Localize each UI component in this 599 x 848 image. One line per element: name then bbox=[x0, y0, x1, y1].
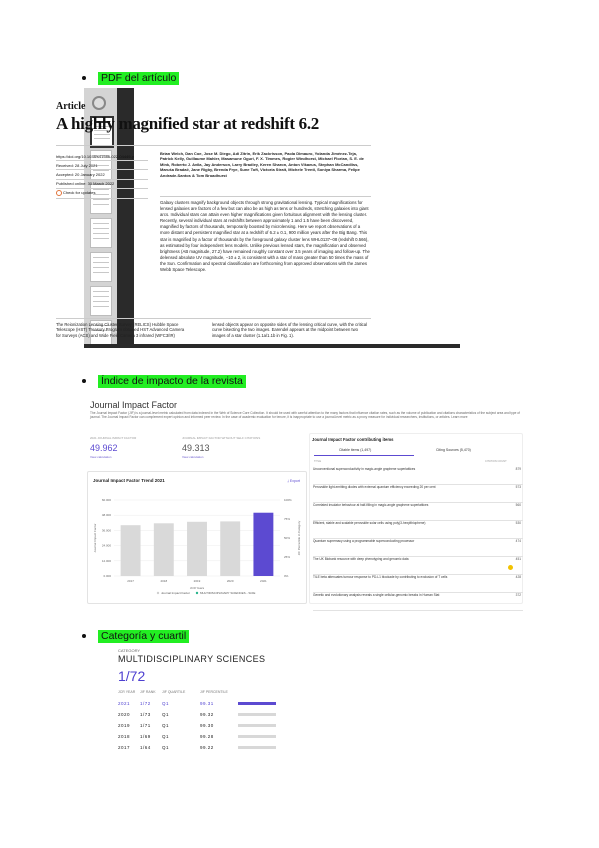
article-body-right: lensed objects appear on opposite sides of the lensing critical curve, with the critical curve bisecting the two images. Earendel appears at the midpoint between two images of a star cluster (1.1a/1.1b in Fig. 1). bbox=[212, 322, 368, 338]
row-rank: 1/72 bbox=[140, 701, 151, 706]
bullet-icon bbox=[82, 634, 86, 638]
y-tick-label: 36.000 bbox=[101, 528, 111, 533]
tab-citable-items[interactable]: Citable items (1,497) bbox=[339, 448, 372, 452]
heading-pdf-label: PDF del artículo bbox=[98, 72, 179, 85]
category-rank: 1/72 bbox=[118, 668, 146, 684]
metric2-link[interactable]: View calculation bbox=[182, 455, 204, 459]
item-title[interactable]: Quantum supremacy using a programmable superconducting processor bbox=[313, 539, 415, 543]
trend-title: Journal Impact Factor Trend 2021 bbox=[93, 478, 165, 483]
y2-tick-label: 100% bbox=[284, 498, 292, 502]
jif-description: The Journal Impact Factor (JIF) is a journal-level metric calculated from data indexed in the Web of Science Core Collection. It should be used with careful attention to the many factors that influence citation rates, such as the volume of publication and citations characteristics of the subject area and type of journal. The Journal Impact Factor can complement expert opinion and informed peer review. In the case of academic evaluation for tenure, it is inappropriate to use a journal-level metric as a proxy measure for individual researchers, institutions, or articles. Learn more bbox=[90, 411, 520, 420]
row-percentile: 99.32 bbox=[200, 712, 214, 717]
row-year: 2021 bbox=[118, 701, 131, 706]
bar bbox=[121, 525, 141, 576]
article-received: Received: 28 July 2021 bbox=[56, 161, 148, 170]
article-title: A highly magnified star at redshift 6.2 bbox=[56, 114, 319, 133]
heading-category-label: Categoría y cuartil bbox=[98, 630, 189, 643]
item-title[interactable]: Unconventional superconductivity in magic-angle graphene superlattices bbox=[313, 467, 416, 471]
y-tick-label: 0.000 bbox=[103, 574, 111, 578]
tab-active-indicator bbox=[314, 455, 414, 456]
percentile-bar-fill bbox=[238, 713, 276, 716]
article-body-left: The Reionization Lensing Cluster Survey (RELICS) Hubble Space Telescope (HST) Treasury Program obtained HST Advanced Camera for Surveys (ACS) and Wide Field Camera 3 infrared (WFC3/IR) bbox=[56, 322, 185, 338]
thumbnail-page-6[interactable] bbox=[90, 286, 112, 316]
x-tick-label: 2020 bbox=[226, 579, 234, 583]
category-caption: CATEGORY bbox=[118, 648, 141, 653]
percentile-bar-fill bbox=[238, 735, 276, 738]
article-meta bbox=[56, 152, 148, 199]
item-citation-count: 372 bbox=[515, 593, 521, 597]
divider bbox=[160, 196, 371, 197]
thumbnail-page-5[interactable] bbox=[90, 252, 112, 282]
item-title[interactable]: Perovskite light-emitting diodes with external quantum efficiency exceeding 20 per cent bbox=[313, 485, 436, 489]
check-updates-label: Check for updates bbox=[63, 190, 96, 196]
row-quartile: Q1 bbox=[162, 701, 170, 706]
bullet-icon bbox=[82, 379, 86, 383]
row-rank: 1/73 bbox=[140, 712, 151, 717]
y2-tick-label: 25% bbox=[284, 555, 291, 559]
col-count: CITATION COUNT bbox=[485, 460, 507, 463]
check-updates-button[interactable] bbox=[56, 189, 148, 199]
row-year: 2018 bbox=[118, 734, 131, 739]
item-citation-count: 530 bbox=[515, 521, 521, 525]
legend-swatch bbox=[157, 592, 159, 594]
legend-label: MULTIDISCIPLINARY SCIENCES - SCIE bbox=[200, 591, 256, 595]
item-citation-count: 428 bbox=[515, 575, 521, 579]
x-axis-title: JCR Years bbox=[189, 586, 205, 590]
export-label: Export bbox=[289, 479, 300, 483]
row-quartile: Q1 bbox=[162, 712, 170, 717]
download-icon: ⤓ bbox=[287, 479, 290, 483]
row-year: 2019 bbox=[118, 723, 131, 728]
info-badge-icon[interactable] bbox=[508, 565, 513, 570]
item-title[interactable]: Correlated insulator behaviour at half-filling in magic-angle graphene superlattices bbox=[313, 503, 429, 507]
heading-pdf bbox=[82, 71, 179, 85]
thumbnail-page-4[interactable] bbox=[90, 218, 112, 248]
item-citation-count: 573 bbox=[515, 485, 521, 489]
item-title[interactable]: Genetic and evolutionary analysis reveals a single cellular-genomic breaks in Human Stat bbox=[313, 593, 440, 597]
row-quartile: Q1 bbox=[162, 723, 170, 728]
tab-citing-sources[interactable]: Citing Sources (5,470) bbox=[436, 448, 471, 452]
article-accepted: Accepted: 20 January 2022 bbox=[56, 170, 148, 179]
jif-title: Journal Impact Factor bbox=[90, 400, 178, 410]
legend-swatch bbox=[196, 592, 198, 594]
bar bbox=[220, 521, 240, 576]
row-percentile: 99.28 bbox=[200, 734, 214, 739]
x-tick-label: 2018 bbox=[160, 579, 168, 583]
article-authors: Brian Welch, Dan Coe, Jose M. Diego, Adi Zitrin, Erik Zackrisson, Paola Dimauro, Yolanda Jiménez-Teja, Patrick Kelly, Guillaume Mahler, Masamune Oguri, F. X. Timmes, Rogier Windhorst, Michael Florian, S. E. de Mink, Roberto J. Avila, Jay Anderson, Larry Bradley, Keren Sharon, Anton Vikaeus, Stephan McCandliss, Maruša Bradač, Jane Rigby, Brenda Frye, Sune Toft, Victoria Strait, Michele Trenti, Soniya Sharma, Felipe Andrade-Santos & Tom Broadhurst bbox=[160, 151, 364, 178]
page-indicator-icon bbox=[92, 96, 106, 110]
row-percentile: 99.30 bbox=[200, 723, 214, 728]
legend-label: Journal Impact Factor bbox=[161, 591, 191, 595]
row-rank: 1/71 bbox=[140, 723, 151, 728]
y2-axis-title: JIF Percentile in Category bbox=[297, 520, 301, 556]
bullet-icon bbox=[82, 76, 86, 80]
trend-chart bbox=[88, 472, 306, 603]
col-quartile: JIF QUARTILE bbox=[162, 690, 186, 694]
col-percentile: JIF PERCENTILE bbox=[200, 690, 228, 694]
row-quartile: Q1 bbox=[162, 734, 170, 739]
check-updates-icon bbox=[56, 190, 62, 196]
item-citation-count: 879 bbox=[515, 467, 521, 471]
row-quartile: Q1 bbox=[162, 745, 170, 750]
y-tick-label: 48.000 bbox=[101, 513, 111, 518]
y-tick-label: 12.000 bbox=[101, 558, 111, 563]
article-kicker: Article bbox=[56, 101, 86, 112]
x-tick-label: 2017 bbox=[127, 579, 134, 583]
divider bbox=[56, 145, 371, 146]
row-percentile: 99.31 bbox=[200, 701, 214, 706]
row-rank: 1/69 bbox=[140, 734, 151, 739]
metric1-caption: 2021 JOURNAL IMPACT FACTOR bbox=[90, 436, 137, 440]
category-name: MULTIDISCIPLINARY SCIENCES bbox=[118, 654, 266, 664]
item-citation-count: 560 bbox=[515, 503, 521, 507]
y2-tick-label: 75% bbox=[284, 517, 291, 521]
percentile-bar-fill bbox=[238, 724, 276, 727]
row-year: 2017 bbox=[118, 745, 131, 750]
table-row[interactable] bbox=[313, 590, 523, 611]
article-doi[interactable]: https://doi.org/10.1038/s41586-022-04449-y bbox=[56, 152, 148, 161]
metric2-value: 49.313 bbox=[182, 443, 210, 453]
metric2-caption: JOURNAL IMPACT FACTOR WITHOUT SELF CITATIONS bbox=[182, 436, 261, 440]
col-rank: JIF RANK bbox=[140, 690, 156, 694]
percentile-bar-fill bbox=[238, 746, 276, 749]
trend-card bbox=[87, 471, 307, 604]
article-abstract: Galaxy clusters magnify background objects through strong gravitational lensing. Typical magnifications for lensed galaxies are factors of a few but can also be as high as tens or hundreds, stretching galaxies into giant arcs. Individual stars can attain even higher magnifications given fortuitous alignment with the lensing cluster. Recently, several individual stars at redshifts between approximately 1 and 1.5 have been discovered, magnified by factors of thousands, temporarily boosted by microlensing. Here we report observations of a more distant and persistent magnified star at a redshift of 6.2 ± 0.1, 900 million years after the Big Bang. This star is magnified by a factor of thousands by the foreground galaxy cluster lens WHL0137–08 (redshift 0.566), as estimated by four independent lens models. Unlike previous lensed stars, the magnification and observed brightness (AB magnitude, 27.2) have remained roughly constant over 3.5 years of imaging and follow-up. The delensed absolute UV magnitude, −10 ± 2, is consistent with a star of mass greater than 50 times the mass of the Sun. Confirmation and spectral classification are forthcoming from approved observations with the James Webb Space Telescope. bbox=[160, 200, 370, 273]
x-tick-label: 2021 bbox=[260, 579, 267, 583]
item-title[interactable]: TILE beta attenuates tumour response to PD-L1 blockade by contributing to exclusion of T cells bbox=[313, 575, 448, 579]
metric1-value: 49.962 bbox=[90, 443, 118, 453]
category-screenshot bbox=[118, 648, 278, 760]
heading-category bbox=[82, 629, 189, 643]
item-title[interactable]: The UK Biobank resource with deep phenotyping and genomic data bbox=[313, 557, 409, 561]
metric1-link[interactable]: View calculation bbox=[90, 455, 112, 459]
bar bbox=[154, 523, 174, 576]
y-axis-title: Journal Impact Factor bbox=[93, 523, 97, 553]
item-citation-count: 451 bbox=[515, 557, 521, 561]
row-percentile: 99.22 bbox=[200, 745, 214, 750]
divider bbox=[56, 318, 371, 319]
row-rank: 1/64 bbox=[140, 745, 151, 750]
y-tick-label: 60.000 bbox=[101, 498, 111, 502]
item-citation-count: 474 bbox=[515, 539, 521, 543]
item-title[interactable]: Efficient, stable and scalable perovskite solar cells using poly(3-hexylthiophene) bbox=[313, 521, 426, 525]
heading-impact-label: Índice de impacto de la revista bbox=[98, 375, 246, 388]
y2-tick-label: 0% bbox=[284, 574, 289, 578]
percentile-bar-fill bbox=[238, 702, 276, 705]
bar bbox=[253, 513, 273, 576]
x-tick-label: 2019 bbox=[193, 579, 201, 583]
row-year: 2020 bbox=[118, 712, 131, 717]
article-published: Published online: 30 March 2022 bbox=[56, 180, 148, 189]
y2-tick-label: 50% bbox=[284, 536, 291, 540]
contrib-title: Journal Impact Factor contributing items bbox=[312, 437, 394, 442]
heading-impact bbox=[82, 374, 246, 388]
bar bbox=[187, 522, 207, 576]
col-year: JCR YEAR bbox=[118, 690, 136, 694]
col-title: TITLE bbox=[314, 460, 322, 463]
y-tick-label: 24.000 bbox=[101, 543, 111, 548]
